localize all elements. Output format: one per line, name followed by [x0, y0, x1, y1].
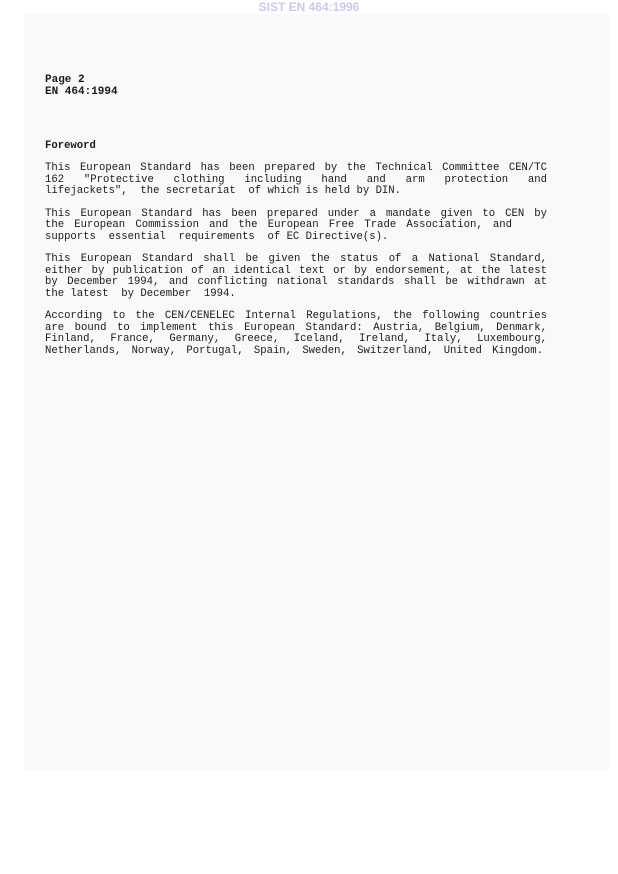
paragraph-line: the European Commission and the European Free Trade Association, and: [45, 219, 512, 231]
watermark: SIST EN 464:1996: [258, 0, 360, 14]
paragraph-line: lifejackets", the secretariat of which is held by DIN.: [45, 185, 402, 197]
section-title: Foreword: [45, 140, 96, 152]
page-number: Page 2: [45, 74, 85, 86]
paragraph-line: According to the CEN/CENELEC Internal Regulations, the following countries: [45, 310, 547, 322]
paragraph-line: supports essential requirements of EC Directive(s).: [45, 231, 389, 243]
paragraph-line: Netherlands, Norway, Portugal, Spain, Sweden, Switzerland, United Kingdom.: [45, 345, 543, 357]
paragraph-line: This European Standard has been prepared under a mandate given to CEN by: [45, 208, 547, 220]
paragraph-line: are bound to implement this European Standard: Austria, Belgium, Denmark,: [45, 322, 547, 334]
paragraph-line: 162 "Protective clothing including hand and arm protection and: [45, 174, 547, 186]
paragraph-line: the latest by December 1994.: [45, 288, 236, 300]
paragraph-line: This European Standard has been prepared by the Technical Committee CEN/TC: [45, 162, 547, 174]
paragraph-line: by December 1994, and conflicting national standards shall be withdrawn at: [45, 276, 547, 288]
paragraph-line: This European Standard shall be given the status of a National Standard,: [45, 253, 547, 265]
document-page: [24, 14, 610, 770]
standard-number: EN 464:1994: [45, 86, 118, 98]
paragraph-line: Finland, France, Germany, Greece, Iceland, Ireland, Italy, Luxembourg,: [45, 333, 547, 345]
paragraph-line: either by publication of an identical text or by endorsement, at the latest: [45, 265, 547, 277]
